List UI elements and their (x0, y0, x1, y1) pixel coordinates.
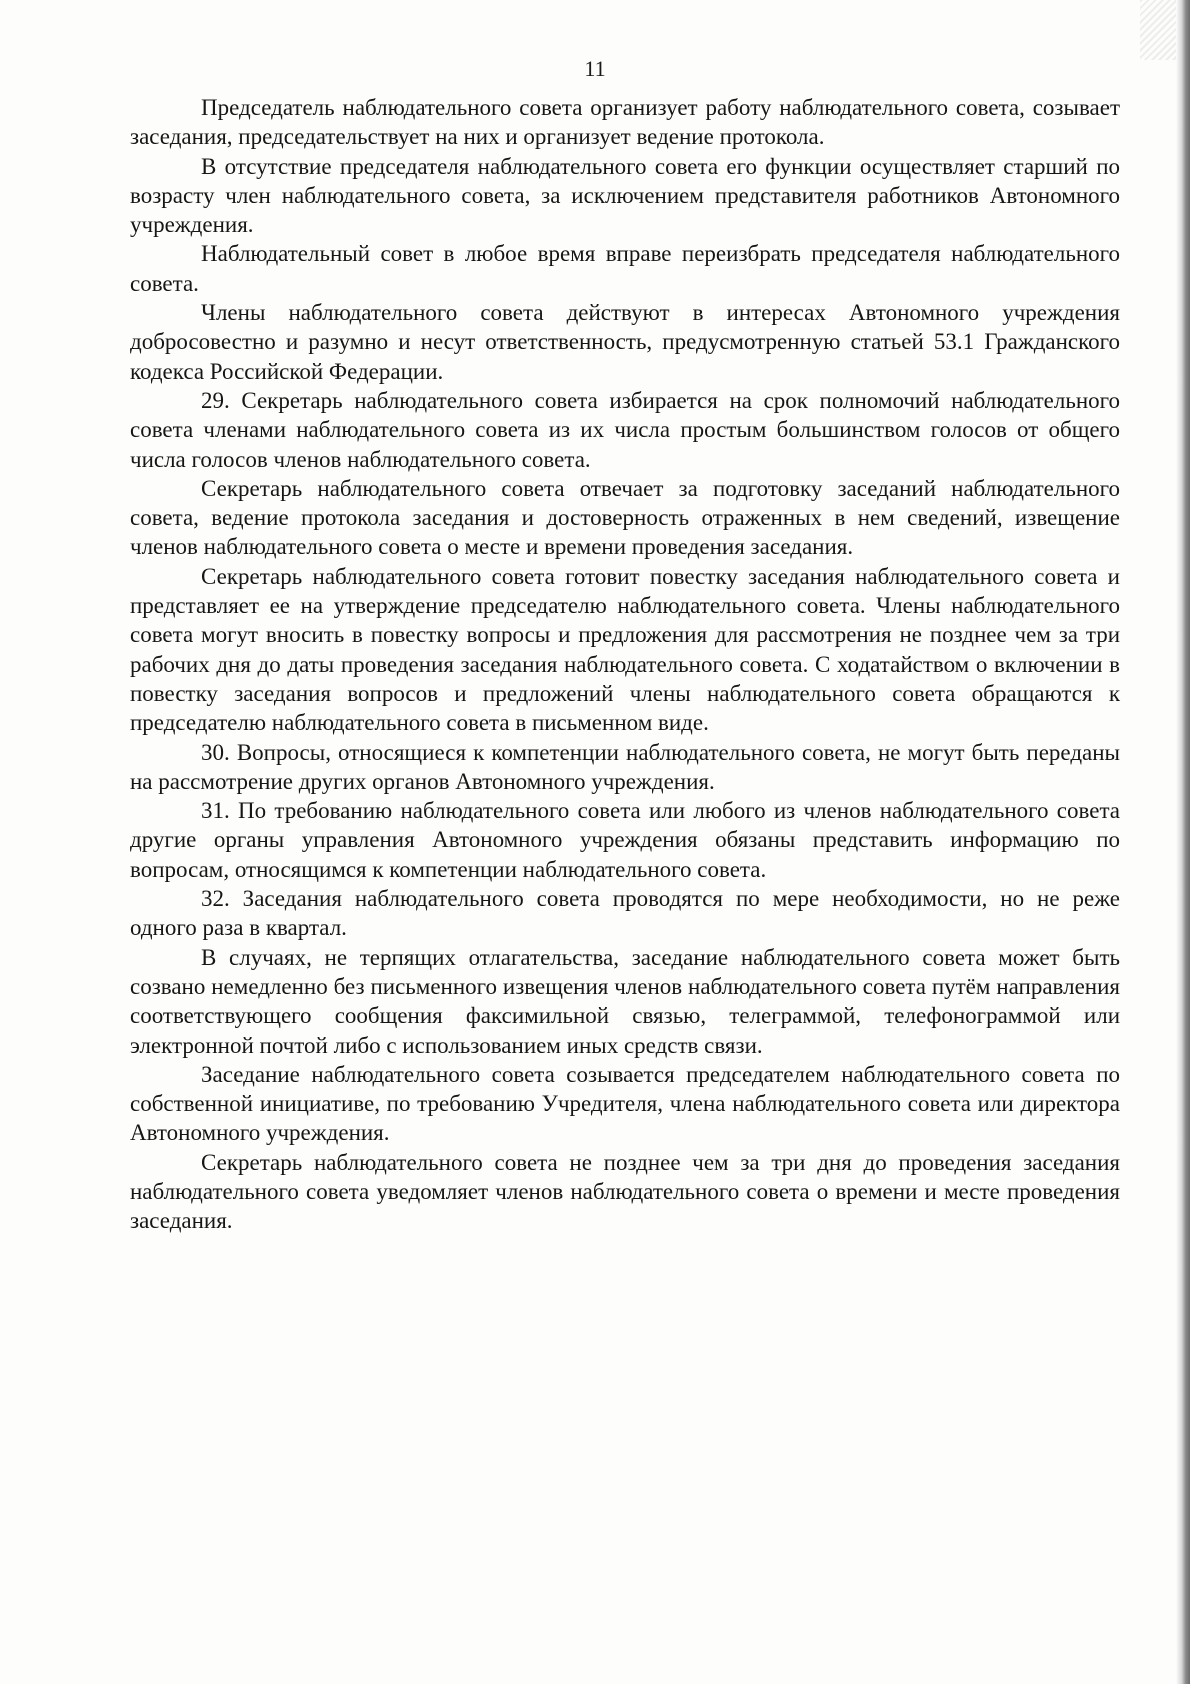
clause-29: 29. Секретарь наблюдательного совета избирается на срок полномочий наблюдательного совета членами наблюдательного совета из их числа простым большинством голосов от общего числа голосов членов наблюдательного совета. (130, 387, 1120, 472)
page-number: 11 (584, 56, 606, 81)
clause-31: 31. По требованию наблюдательного совета или любого из членов наблюдательного совета другие органы управления Автономного учреждения обязаны представить информацию по вопросам, относящимся к компетенции наблюдательного совета. (130, 798, 1120, 882)
scan-edge-shadow (1176, 0, 1190, 1684)
paragraph: В отсутствие председателя наблюдательного совета его функции осуществляет старший по возрасту член наблюдательного совета, за исключением представителя работников Автономного учреждения. (130, 153, 1120, 238)
paragraph: Секретарь наблюдательного совета отвечает за подготовку заседаний наблюдательного совета, ведение протокола заседания и достоверность отраженных в нем сведений, извещение членов наблюдательного совета о месте и времени проведения заседания. (130, 475, 1120, 560)
paragraph: Председатель наблюдательного совета организует работу наблюдательного совета, созывает заседания, председательствует на них и организует ведение протокола. (130, 95, 1120, 150)
paragraph: Наблюдательный совет в любое время вправе переизбрать председателя наблюдательного совета. (130, 241, 1120, 296)
clause-32: 32. Заседания наблюдательного совета проводятся по мере необходимости, но не реже одного раза в квартал. (130, 886, 1120, 941)
clause-30: 30. Вопросы, относящиеся к компетенции наблюдательного совета, не могут быть переданы на рассмотрение других органов Автономного учреждения. (130, 739, 1120, 794)
paragraph: В случаях, не терпящих отлагательства, заседание наблюдательного совета может быть созвано немедленно без письменного извещения членов наблюдательного совета путём направления соответствующего сообщения факсимильной связью, телеграммой, телефонограммой или электронной почтой либо с использованием иных средств связи. (130, 944, 1120, 1058)
paragraph: Секретарь наблюдательного совета готовит повестку заседания наблюдательного совета и представляет ее на утверждение председателю наблюдательного совета. Члены наблюдательного совета могут вносить в повестку вопросы и предложения для рассмотрения не позднее чем за три рабочих дня до даты проведения заседания наблюдательного совета. С ходатайством о включении в повестку заседания вопросов и предложений члены наблюдательного совета обращаются к председателю наблюдательного совета в письменном виде. (130, 563, 1120, 736)
paragraph: Члены наблюдательного совета действуют в интересах Автономного учреждения добросовестно и разумно и несут ответственность, предусмотренную статьей 53.1 Гражданского кодекса Российской Федерации. (130, 300, 1120, 384)
document-body (130, 93, 1120, 1236)
paragraph: Заседание наблюдательного совета созывается председателем наблюдательного совета по собственной инициативе, по требованию Учредителя, члена наблюдательного совета или директора Автономного учреждения. (130, 1061, 1120, 1146)
paragraph: Секретарь наблюдательного совета не позднее чем за три дня до проведения заседания наблюдательного совета уведомляет членов наблюдательного совета о времени и месте проведения заседания. (130, 1149, 1120, 1234)
